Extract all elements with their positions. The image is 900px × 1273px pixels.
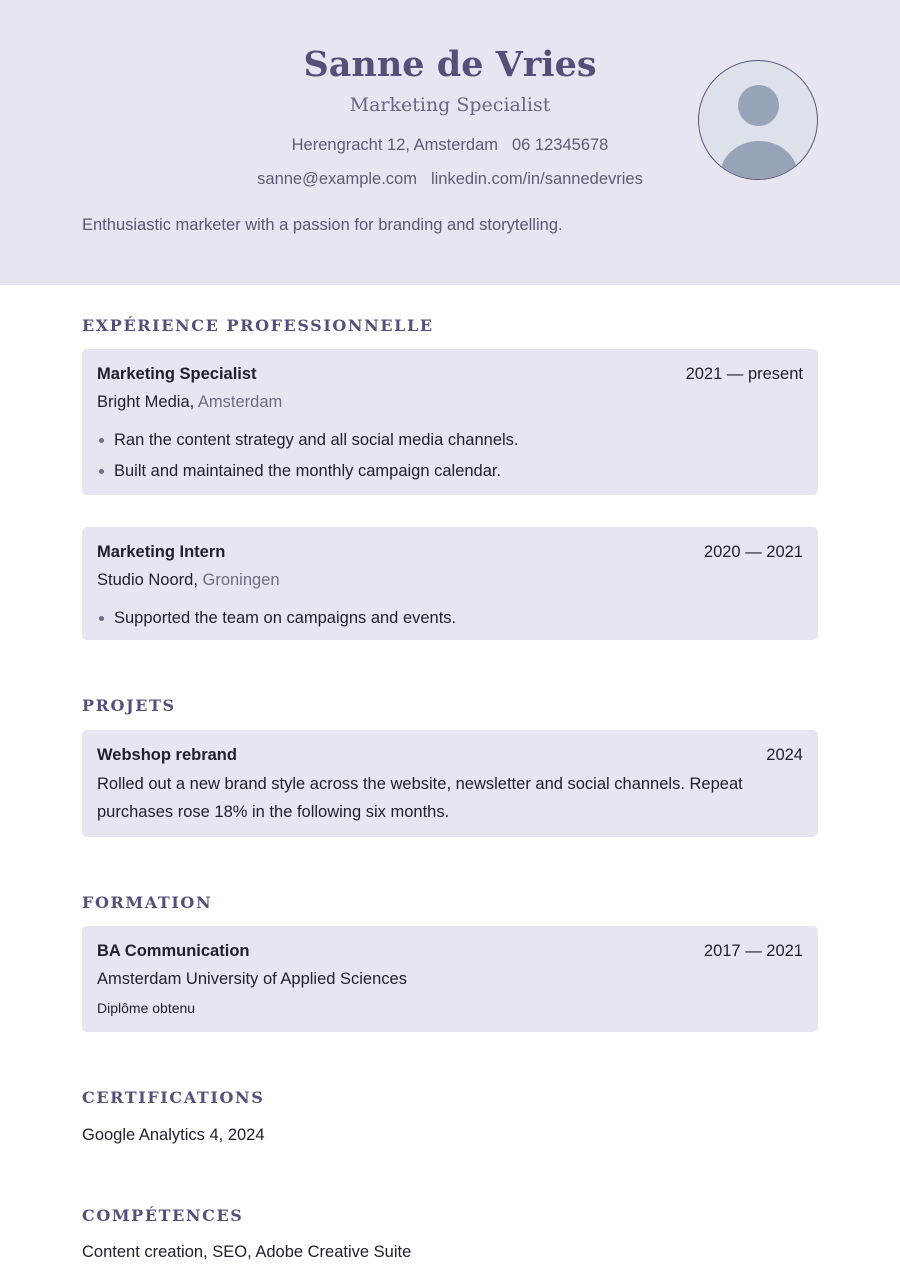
bullet-item: Supported the team on campaigns and events. [97,603,456,634]
company-name: Bright Media [97,393,190,411]
job-organization: Studio Noord, Groningen [97,571,280,589]
contact-address: Herengracht 12, Amsterdam [291,136,498,154]
job-title: Marketing Intern [97,543,226,561]
company-name: Studio Noord [97,571,194,589]
company-location: Amsterdam [197,393,283,411]
candidate-role: Marketing Specialist [349,94,551,116]
education-dates: 2017 — 2021 [703,942,803,960]
job-dates: 2020 — 2021 [703,543,803,561]
avatar-head [738,85,779,126]
job-title: Marketing Specialist [97,365,257,383]
avatar-body [720,141,798,180]
experience-card [82,527,818,640]
skills-text: Content creation, SEO, Adobe Creative Suite [82,1243,412,1261]
projects-heading: PROJETS [82,696,176,715]
skills-heading: COMPÉTENCES [82,1206,244,1225]
education-card [82,926,818,1032]
project-year: 2024 [766,746,803,764]
certifications-heading: CERTIFICATIONS [82,1088,265,1107]
contact-email: sanne@example.com [257,170,417,188]
job-organization: Bright Media, Amsterdam [97,393,283,411]
contact-phone: 06 12345678 [512,136,609,154]
project-card [82,730,818,837]
bullet-item: Ran the content strategy and all social media channels. [97,425,519,456]
job-bullets [97,425,519,487]
degree-status: Diplôme obtenu [97,1000,196,1016]
contact-linkedin: linkedin.com/in/sannedevries [430,170,643,188]
project-title: Webshop rebrand [97,746,237,764]
bullet-item: Built and maintained the monthly campaign calendar. [97,456,519,487]
project-description: Rolled out a new brand style across the website, newsletter and social channels. Repeat purchases rose 18% in the following six months. [97,775,743,821]
education-heading: FORMATION [82,893,213,912]
school-name: Amsterdam University of Applied Sciences [97,970,407,988]
experience-card [82,349,818,495]
resume-header [0,0,900,285]
person-placeholder-icon [698,60,818,180]
experience-heading: EXPÉRIENCE PROFESSIONNELLE [82,316,434,335]
degree-title: BA Communication [97,942,250,960]
company-location: Groningen [202,571,280,589]
profile-summary: Enthusiastic marketer with a passion for branding and storytelling. [82,216,563,234]
job-dates: 2021 — present [685,365,803,383]
certifications-text: Google Analytics 4, 2024 [82,1126,265,1144]
job-bullets [97,603,456,634]
candidate-name: Sanne de Vries [303,44,597,85]
